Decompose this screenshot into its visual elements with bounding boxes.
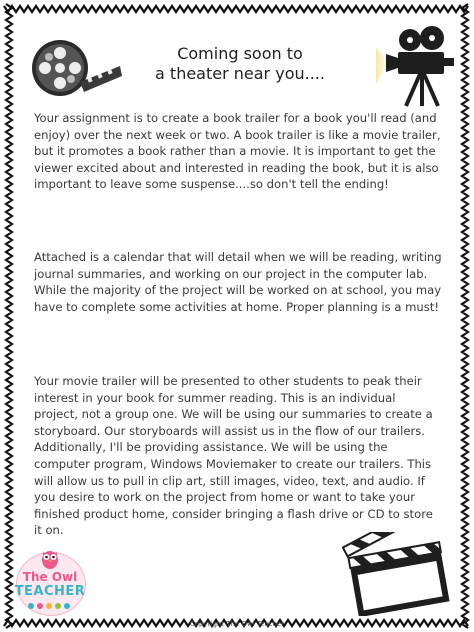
owl-icon [40, 548, 60, 570]
logo-line-1: The Owl [22, 570, 78, 584]
paragraph-assignment: Your assignment is to create a book trailer for a book you'll read (and enjoy) over the next week or two. A book trailer is like a movie trailer, but it promotes a book rather than a movie. It is important to get the viewer excited about and interested in reading the book, but it is also important to leave some suspense....so don't tell the ending! [34, 111, 441, 192]
logo-line-2: TEACHER [14, 584, 86, 599]
film-reel-icon [28, 36, 124, 104]
title-line-2: a theater near you.... [155, 64, 325, 83]
paragraph-trailer-details: Your movie trailer will be presented to other students to peak their interest in your book for summer reading. This is an individual project, not a group one. We will be using our summaries to create a storyboard. Our storyboards will assist us in the flow of our trailers. Additionally, I'll be providing assistance. We will be using the computer program, Windows Moviemaker to create our trailers. This will allow us to pull in clip art, still images, video, text, and audio. If you desire to work on the project from home or want to take your finished product home, consider bringing a flash drive or CD to store it on. [34, 374, 433, 538]
title-line-1: Coming soon to [177, 44, 303, 63]
owl-teacher-logo [10, 548, 90, 618]
copyright-text: Copyright The Owl Teacher [189, 620, 285, 628]
clapperboard-icon [342, 532, 452, 616]
paragraph-calendar: Attached is a calendar that will detail when we will be reading, writing journal summaries, and working on our project in the computer lab. While the majority of the project will be worked on at school, you may have to complete some activities at home. Proper planning is a must! [34, 250, 442, 314]
movie-camera-icon [372, 24, 462, 108]
logo-dots [28, 603, 72, 609]
page-title [130, 44, 350, 84]
